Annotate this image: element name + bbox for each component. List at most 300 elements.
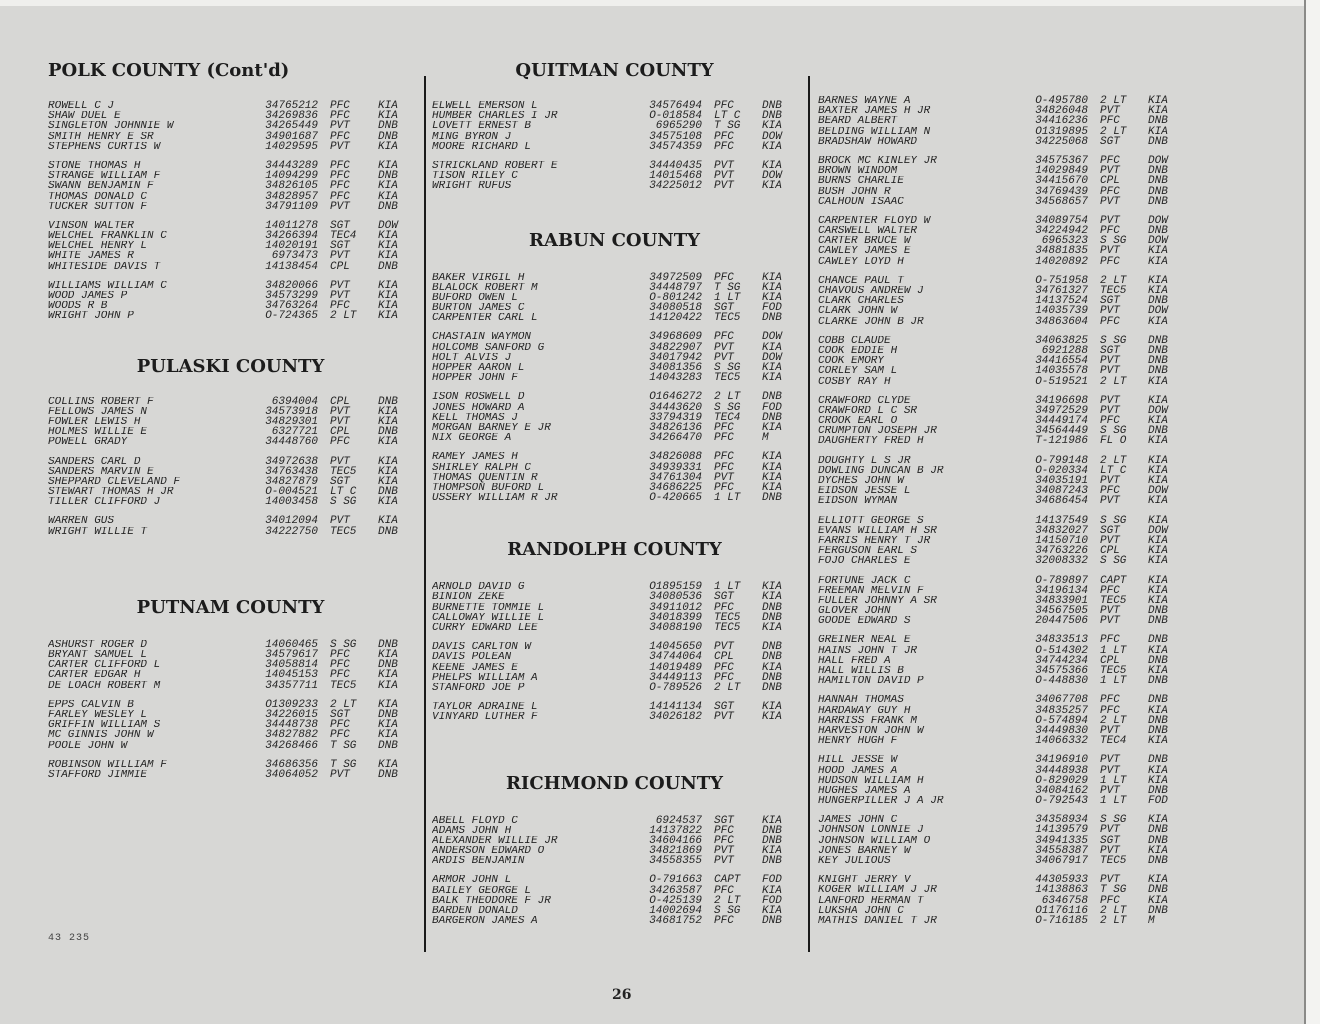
entry-status: DNB bbox=[1148, 195, 1168, 208]
entry-serial: 34196698 bbox=[1035, 394, 1088, 407]
entry-status: DNB bbox=[762, 671, 782, 684]
entry-name: ELLIOTT GEORGE S bbox=[818, 515, 924, 526]
entry-status: DNB bbox=[378, 395, 398, 408]
casualty-entry bbox=[818, 426, 1188, 436]
entry-serial: 34269836 bbox=[265, 110, 318, 123]
entry-name: BROWN WINDOM bbox=[818, 166, 898, 177]
entry-serial: 14137549 bbox=[1035, 514, 1088, 527]
entry-status: KIA bbox=[378, 110, 398, 123]
entry-status: KIA bbox=[378, 719, 398, 732]
entry-group bbox=[48, 457, 413, 508]
casualty-entry bbox=[818, 726, 1188, 736]
entry-serial: 14066332 bbox=[1035, 735, 1088, 748]
entry-status: DNB bbox=[1148, 714, 1168, 727]
entry-group bbox=[48, 516, 413, 536]
county-heading: RABUN COUNTY bbox=[529, 229, 700, 251]
entry-serial: 34832027 bbox=[1035, 524, 1088, 537]
casualty-entry bbox=[818, 596, 1188, 606]
entry-status: DNB bbox=[1148, 904, 1168, 917]
entry-name: TUCKER SUTTON F bbox=[48, 201, 148, 212]
entry-rank: 2 LT bbox=[330, 698, 357, 711]
entry-status: KIA bbox=[762, 622, 782, 634]
page-number: 26 bbox=[612, 987, 632, 1003]
entry-status: KIA bbox=[1148, 245, 1168, 258]
casualty-entry bbox=[818, 786, 1188, 796]
entry-serial: 34448938 bbox=[1035, 764, 1088, 777]
entry-name: MING BYRON J bbox=[432, 131, 512, 142]
column-divider bbox=[808, 76, 810, 952]
entry-name: VINSON WALTER bbox=[48, 220, 134, 232]
entry-serial: 34911012 bbox=[649, 601, 702, 614]
entry-status: DOW bbox=[762, 130, 782, 143]
entry-name: STONE THOMAS H bbox=[48, 160, 141, 172]
entry-rank: PFC bbox=[714, 671, 734, 684]
entry-status: DNB bbox=[378, 708, 398, 721]
casualty-entry bbox=[432, 642, 797, 652]
entry-serial: 34018399 bbox=[649, 611, 702, 624]
casualty-entry bbox=[48, 181, 413, 191]
entry-group bbox=[432, 332, 797, 383]
column-2 bbox=[432, 40, 797, 935]
entry-name: THOMAS QUENTIN R bbox=[432, 472, 538, 483]
entry-serial: 34686454 bbox=[1035, 495, 1088, 508]
entry-name: JAMES JOHN C bbox=[818, 815, 898, 826]
entry-serial: 14029849 bbox=[1035, 165, 1088, 178]
entry-status: KIA bbox=[1148, 454, 1168, 467]
entry-name: CLARK JOHN W bbox=[818, 306, 898, 317]
casualty-entry bbox=[432, 273, 797, 283]
entry-rank: PVT bbox=[1100, 214, 1120, 227]
entry-rank: 1 LT bbox=[714, 581, 741, 594]
entry-rank: PVT bbox=[1100, 365, 1120, 378]
entry-status: KIA bbox=[378, 250, 398, 263]
casualty-entry bbox=[818, 906, 1188, 916]
entry-rank: T SG bbox=[714, 120, 741, 133]
casualty-entry bbox=[818, 586, 1188, 596]
entry-name: WHITESIDE DAVIS T bbox=[48, 261, 161, 272]
casualty-entry bbox=[48, 111, 413, 121]
entry-name: ARNOLD DAVID G bbox=[432, 582, 525, 593]
entry-name: WOOD JAMES P bbox=[48, 291, 128, 302]
casualty-entry bbox=[818, 116, 1188, 126]
entry-status: KIA bbox=[762, 884, 782, 897]
entry-serial: 34822907 bbox=[649, 341, 702, 354]
entry-rank: PVT bbox=[714, 711, 734, 724]
entry-rank: PFC bbox=[1100, 704, 1120, 717]
casualty-entry bbox=[818, 885, 1188, 895]
entry-name: SHIRLEY RALPH C bbox=[432, 462, 532, 473]
entry-rank: PFC bbox=[714, 130, 734, 143]
entry-group bbox=[818, 456, 1188, 507]
entry-status: KIA bbox=[1148, 95, 1168, 107]
entry-serial: 6973473 bbox=[271, 250, 318, 263]
entry-serial: 14015468 bbox=[649, 170, 702, 183]
casualty-entry bbox=[818, 656, 1188, 666]
entry-name: MC GINNIS JOHN W bbox=[48, 730, 154, 741]
entry-rank: PVT bbox=[1100, 495, 1120, 508]
entry-status: DNB bbox=[762, 681, 782, 694]
entry-status: DNB bbox=[762, 824, 782, 837]
entry-name: CARPENTER CARL L bbox=[432, 313, 538, 324]
entry-rank: TEC5 bbox=[1100, 594, 1127, 607]
entry-rank: TEC5 bbox=[714, 372, 741, 385]
entry-serial: 14137524 bbox=[1035, 295, 1088, 308]
entry-status: FOD bbox=[762, 401, 782, 414]
entry-status: KIA bbox=[378, 415, 398, 428]
casualty-entry bbox=[818, 796, 1188, 806]
casualty-entry bbox=[432, 875, 797, 885]
entry-status: KIA bbox=[1148, 584, 1168, 597]
casualty-entry bbox=[432, 413, 797, 423]
entry-serial: 34063825 bbox=[1035, 334, 1088, 347]
entry-rank: PFC bbox=[1100, 584, 1120, 597]
entry-rank: S SG bbox=[714, 905, 741, 917]
entry-status: DOW bbox=[762, 331, 782, 344]
casualty-entry bbox=[48, 231, 413, 241]
entry-serial: 34558355 bbox=[649, 855, 702, 868]
entry-rank: SGT bbox=[714, 814, 734, 827]
entry-rank: PFC bbox=[714, 432, 734, 445]
entry-name: FREEMAN MELVIN F bbox=[818, 585, 924, 596]
entry-name: JONES BARNEY W bbox=[818, 845, 911, 856]
entry-rank: CPL bbox=[1100, 175, 1120, 188]
entry-rank: PVT bbox=[1100, 844, 1120, 857]
entry-status: DNB bbox=[1148, 225, 1168, 238]
entry-status: DNB bbox=[1148, 344, 1168, 357]
entry-serial: 34744234 bbox=[1035, 654, 1088, 667]
entry-name: HOOD JAMES A bbox=[818, 765, 898, 776]
entry-serial: 34067917 bbox=[1035, 855, 1088, 867]
entry-rank: SGT bbox=[330, 708, 350, 721]
entry-serial: 34968609 bbox=[649, 331, 702, 344]
entry-serial: 34089754 bbox=[1035, 214, 1088, 227]
entry-name: STEWART THOMAS H JR bbox=[48, 487, 174, 498]
entry-status: KIA bbox=[378, 190, 398, 203]
column-3 bbox=[818, 40, 1188, 935]
entry-serial: 34012094 bbox=[265, 515, 318, 528]
casualty-entry bbox=[48, 487, 413, 497]
entry-status: KIA bbox=[1148, 435, 1168, 448]
casualty-entry bbox=[48, 241, 413, 251]
entry-rank: TEC5 bbox=[1100, 665, 1127, 677]
entry-name: COSBY RAY H bbox=[818, 376, 891, 387]
entry-serial: O-425139 bbox=[649, 894, 702, 907]
casualty-entry bbox=[48, 457, 413, 467]
casualty-entry bbox=[432, 392, 797, 402]
casualty-entry bbox=[432, 142, 797, 152]
entry-name: ISON ROSWELL D bbox=[432, 392, 525, 403]
county-section bbox=[432, 60, 797, 192]
entry-status: KIA bbox=[378, 496, 398, 509]
entry-rank: 2 LT bbox=[1100, 375, 1127, 388]
entry-name: WRIGHT RUFUS bbox=[432, 181, 512, 192]
entry-status: KIA bbox=[378, 290, 398, 302]
entry-name: BEARD ALBERT bbox=[818, 116, 898, 127]
entry-serial: 34225068 bbox=[1035, 135, 1088, 148]
casualty-entry bbox=[432, 433, 797, 443]
casualty-entry bbox=[48, 221, 413, 231]
casualty-entry bbox=[432, 313, 797, 323]
county-section bbox=[432, 539, 797, 722]
entry-rank: PVT bbox=[1100, 195, 1120, 208]
entry-name: SWANN BENJAMIN F bbox=[48, 181, 154, 192]
entry-rank: 2 LT bbox=[714, 391, 741, 404]
county-heading: PULASKI COUNTY bbox=[136, 355, 325, 377]
entry-name: GLOVER JOHN bbox=[818, 606, 891, 617]
entry-serial: O1646272 bbox=[649, 391, 702, 404]
entry-rank: SGT bbox=[714, 701, 734, 714]
entry-rank: LT C bbox=[714, 110, 741, 123]
entry-serial: 34828957 bbox=[265, 190, 318, 203]
entry-status: FOD bbox=[762, 874, 782, 887]
entry-group bbox=[48, 700, 413, 751]
entry-status: DOW bbox=[1148, 485, 1168, 498]
entry-serial: O-448830 bbox=[1035, 675, 1088, 688]
entry-rank: CPL bbox=[1100, 545, 1120, 558]
casualty-entry bbox=[48, 516, 413, 526]
entry-group bbox=[432, 642, 797, 693]
entry-group bbox=[432, 452, 797, 503]
entry-name: HARDAWAY GUY H bbox=[818, 705, 911, 716]
entry-rank: S SG bbox=[1100, 235, 1127, 248]
entry-rank: PVT bbox=[1100, 404, 1120, 417]
entry-group bbox=[432, 582, 797, 633]
entry-group bbox=[818, 396, 1188, 447]
entry-status: M bbox=[1148, 914, 1155, 927]
entry-status: KIA bbox=[1148, 534, 1168, 547]
entry-rank: PFC bbox=[714, 331, 734, 344]
entry-name: DYCHES JOHN W bbox=[818, 476, 904, 487]
casualty-entry bbox=[818, 875, 1188, 885]
entry-status: DNB bbox=[762, 312, 782, 325]
county-heading: QUITMAN COUNTY bbox=[515, 60, 714, 81]
entry-status: DNB bbox=[1148, 724, 1168, 737]
entry-serial: 44305933 bbox=[1035, 874, 1088, 887]
entry-rank: PFC bbox=[330, 159, 350, 172]
casualty-entry bbox=[432, 332, 797, 342]
casualty-entry bbox=[818, 846, 1188, 856]
entry-rank: PFC bbox=[330, 669, 350, 682]
entry-serial: 34416554 bbox=[1035, 355, 1088, 368]
entry-name: GREINER NEAL E bbox=[818, 635, 911, 646]
casualty-entry bbox=[818, 456, 1188, 466]
entry-status: KIA bbox=[1148, 464, 1168, 477]
entry-status: FOD bbox=[762, 302, 782, 315]
casualty-entry bbox=[818, 526, 1188, 536]
entry-serial: 34080536 bbox=[649, 591, 702, 604]
entry-name: STRANGE WILLIAM F bbox=[48, 171, 161, 182]
entry-rank: SGT bbox=[330, 475, 350, 488]
entry-serial: 34575108 bbox=[649, 130, 702, 143]
entry-rank: 1 LT bbox=[714, 291, 741, 304]
entry-name: ROBINSON WILLIAM F bbox=[48, 759, 167, 770]
entry-status: DOW bbox=[1148, 524, 1168, 537]
entry-serial: O-018584 bbox=[649, 110, 702, 123]
entry-status: DNB bbox=[378, 200, 398, 213]
entry-serial: 14138454 bbox=[265, 260, 318, 273]
entry-status: KIA bbox=[1148, 814, 1168, 827]
entry-rank: PVT bbox=[1100, 605, 1120, 618]
entry-name: POWELL GRADY bbox=[48, 437, 128, 448]
entry-status: DNB bbox=[762, 855, 782, 868]
entry-status: KIA bbox=[1148, 874, 1168, 887]
entry-name: CRAWFORD L C SR bbox=[818, 405, 918, 417]
entry-name: THOMPSON BUFORD L bbox=[432, 482, 545, 494]
entry-name: CALHOUN ISAAC bbox=[818, 196, 904, 207]
entry-status: DNB bbox=[1148, 634, 1168, 647]
entry-status: KIA bbox=[762, 845, 782, 858]
entry-name: SHAW DUEL E bbox=[48, 111, 121, 122]
entry-status: KIA bbox=[762, 341, 782, 354]
entry-rank: SGT bbox=[1100, 295, 1120, 308]
entry-serial: O-020334 bbox=[1035, 464, 1088, 477]
entry-name: EIDSON JESSE L bbox=[818, 486, 911, 497]
entry-status: KIA bbox=[1148, 555, 1168, 568]
entry-name: POOLE JOHN W bbox=[48, 740, 128, 751]
casualty-entry bbox=[818, 646, 1188, 656]
casualty-entry bbox=[48, 281, 413, 291]
entry-name: HUDSON WILLIAM H bbox=[818, 775, 924, 786]
entry-status: KIA bbox=[1148, 665, 1168, 677]
casualty-entry bbox=[48, 161, 413, 171]
casualty-entry bbox=[432, 161, 797, 171]
entry-status: KIA bbox=[378, 279, 398, 292]
entry-rank: TEC5 bbox=[1100, 285, 1127, 297]
casualty-entry bbox=[432, 623, 797, 633]
entry-serial: 14043283 bbox=[649, 372, 702, 385]
entry-status: KIA bbox=[762, 271, 782, 284]
entry-serial: 34449174 bbox=[1035, 415, 1088, 428]
entry-serial: 34604166 bbox=[649, 834, 702, 847]
casualty-entry bbox=[818, 476, 1188, 486]
entry-status: KIA bbox=[1148, 125, 1168, 138]
entry-serial: O-789526 bbox=[649, 681, 702, 694]
casualty-entry bbox=[818, 815, 1188, 825]
entry-status: DNB bbox=[378, 659, 398, 672]
entry-serial: 34058814 bbox=[265, 659, 318, 672]
entry-group bbox=[48, 760, 413, 780]
entry-status: DNB bbox=[1148, 165, 1168, 178]
entry-name: JONES HOWARD A bbox=[432, 402, 525, 413]
entry-status: DOW bbox=[762, 351, 782, 364]
entry-name: HILL JESSE W bbox=[818, 755, 898, 766]
casualty-entry bbox=[818, 216, 1188, 226]
casualty-entry bbox=[818, 616, 1188, 626]
entry-status: DNB bbox=[762, 834, 782, 847]
entry-name: BINION ZEKE bbox=[432, 592, 505, 603]
entry-name: SANDERS MARVIN E bbox=[48, 466, 154, 477]
entry-name: ASHURST ROGER D bbox=[48, 639, 148, 650]
entry-status: KIA bbox=[762, 140, 782, 153]
entry-name: SINGLETON JOHNNIE W bbox=[48, 121, 174, 132]
entry-serial: 6921288 bbox=[1041, 344, 1088, 357]
entry-name: CALLOWAY WILLIE L bbox=[432, 612, 545, 623]
entry-rank: PVT bbox=[1100, 764, 1120, 777]
entry-status: DNB bbox=[762, 411, 782, 424]
entry-name: HAMILTON DAVID P bbox=[818, 676, 924, 687]
entry-group bbox=[48, 221, 413, 272]
casualty-entry bbox=[818, 127, 1188, 137]
entry-name: ANDERSON EDWARD O bbox=[432, 846, 545, 857]
entry-status: DNB bbox=[762, 601, 782, 614]
entry-status: KIA bbox=[378, 180, 398, 193]
entry-name: HARVESTON JOHN W bbox=[818, 725, 924, 737]
entry-serial: 6394004 bbox=[271, 395, 318, 408]
entry-serial: O-420665 bbox=[649, 492, 702, 505]
entry-serial: 34017942 bbox=[649, 351, 702, 364]
entry-status: KIA bbox=[762, 661, 782, 674]
entry-rank: PVT bbox=[1100, 784, 1120, 797]
casualty-entry bbox=[818, 336, 1188, 346]
entry-name: CLARKE JOHN B JR bbox=[818, 316, 924, 327]
casualty-entry bbox=[818, 576, 1188, 586]
entry-rank: TEC4 bbox=[714, 411, 741, 424]
entry-rank: PFC bbox=[714, 451, 734, 464]
entry-serial: 34821869 bbox=[649, 845, 702, 858]
entry-status: DNB bbox=[1148, 115, 1168, 128]
entry-group bbox=[818, 276, 1188, 327]
casualty-entry bbox=[48, 192, 413, 202]
entry-name: CRUMPTON JOSEPH JR bbox=[818, 426, 937, 437]
entry-name: ALEXANDER WILLIE JR bbox=[432, 835, 558, 847]
entry-rank: CAPT bbox=[1100, 574, 1127, 587]
entry-serial: O-716185 bbox=[1035, 914, 1088, 927]
entry-serial: 34443289 bbox=[265, 159, 318, 172]
entry-serial: 34972638 bbox=[265, 455, 318, 468]
casualty-entry bbox=[432, 603, 797, 613]
casualty-entry bbox=[48, 640, 413, 650]
entry-status: KIA bbox=[1148, 644, 1168, 657]
entry-status: KIA bbox=[762, 711, 782, 724]
entry-rank: PFC bbox=[1100, 315, 1120, 328]
casualty-entry bbox=[432, 816, 797, 826]
entry-rank: PFC bbox=[1100, 115, 1120, 128]
casualty-entry bbox=[818, 466, 1188, 476]
entry-status: DOW bbox=[1148, 404, 1168, 417]
entry-name: LUKSHA JOHN C bbox=[818, 905, 904, 916]
casualty-entry bbox=[432, 353, 797, 363]
entry-rank: 2 LT bbox=[1100, 904, 1127, 917]
entry-serial: 34416236 bbox=[1035, 115, 1088, 128]
casualty-entry bbox=[818, 716, 1188, 726]
casualty-entry bbox=[48, 262, 413, 272]
entry-status: DNB bbox=[762, 611, 782, 624]
entry-serial: O-829029 bbox=[1035, 774, 1088, 787]
entry-serial: O-792543 bbox=[1035, 795, 1088, 808]
entry-status: KIA bbox=[378, 729, 398, 742]
entry-name: BAXTER JAMES H JR bbox=[818, 106, 931, 117]
entry-name: TILLER CLIFFORD J bbox=[48, 497, 161, 508]
entry-name: CLARK CHARLES bbox=[818, 296, 904, 307]
entry-rank: PFC bbox=[1100, 634, 1120, 647]
casualty-entry bbox=[432, 906, 797, 916]
entry-rank: PVT bbox=[714, 845, 734, 858]
entry-serial: 6346758 bbox=[1041, 894, 1088, 907]
casualty-entry bbox=[432, 493, 797, 503]
entry-status: KIA bbox=[1148, 375, 1168, 388]
entry-name: CARPENTER FLOYD W bbox=[818, 215, 931, 227]
entry-name: HALL FRED A bbox=[818, 655, 891, 666]
entry-name: GOODE EDWARD S bbox=[818, 616, 911, 627]
entry-status: DNB bbox=[1148, 675, 1168, 688]
entry-status: DNB bbox=[1148, 365, 1168, 378]
casualty-entry bbox=[48, 397, 413, 407]
entry-status: KIA bbox=[1148, 844, 1168, 857]
casualty-entry bbox=[48, 467, 413, 477]
entry-name: USSERY WILLIAM R JR bbox=[432, 493, 558, 504]
entry-status: DNB bbox=[1148, 615, 1168, 628]
entry-serial: 33794319 bbox=[649, 411, 702, 424]
